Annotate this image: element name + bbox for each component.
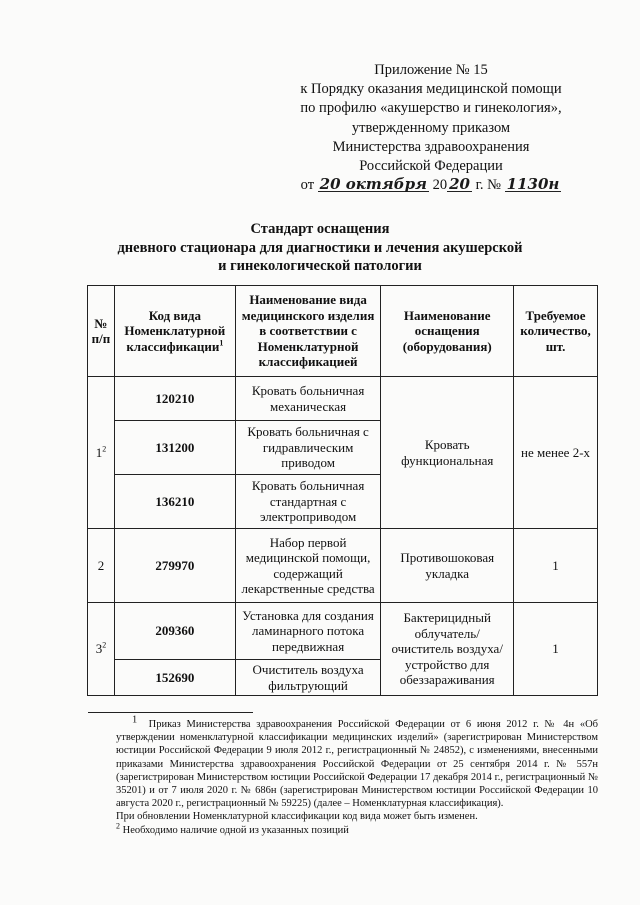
handwritten-date: 20 октября <box>319 175 427 194</box>
row-device: Кровать больничная механическая <box>235 377 381 421</box>
row-device: Набор первой медицинской помощи, содержащий лекарственные средства <box>235 529 381 603</box>
appendix-line-6: Российской Федерации <box>359 158 503 175</box>
footnote-divider <box>88 712 253 713</box>
header-qty: Требуемое количество, шт. <box>514 286 598 377</box>
row-equipment: Кровать функциональная <box>381 377 514 529</box>
appendix-line-3: по профилю «акушерство и гинекология», <box>300 100 562 117</box>
title-line-3: и гинекологической патологии <box>218 258 422 274</box>
row-device: Кровать больничная с гидравлическим приводом <box>235 421 381 475</box>
row-code: 120210 <box>114 377 235 421</box>
handwritten-year: 20 <box>449 175 470 194</box>
row-device: Кровать больничная стандартная с электроприводом <box>235 475 381 529</box>
handwritten-order-number: 1130н <box>506 175 560 194</box>
row-code: 209360 <box>114 603 235 660</box>
row-code: 136210 <box>114 475 235 529</box>
table-header-row <box>88 286 598 377</box>
row-num: 2 <box>88 529 115 603</box>
row-device: Очиститель воздуха фильтрующий <box>235 660 381 696</box>
appendix-line-5: Министерства здравоохранения <box>332 138 530 155</box>
header-device: Наименование вида медицинского изделия в соответствии с Номенклатурной классификацией <box>235 286 381 377</box>
title-line-1: Стандарт оснащения <box>250 221 390 237</box>
table-row <box>88 529 598 603</box>
appendix-header <box>280 61 582 195</box>
title-line-2: дневного стационара для диагностики и лечения акушерской <box>117 239 523 256</box>
row-code: 152690 <box>114 660 235 696</box>
date-prefix: от <box>300 177 315 194</box>
appendix-title: Приложение № 15 <box>374 62 488 78</box>
row-num: $3^2$ <box>88 603 115 696</box>
appendix-line-4: утвержденному приказом <box>351 119 511 136</box>
equipment-table <box>87 285 598 696</box>
row-code: 131200 <box>114 421 235 475</box>
row-device: Установка для создания ламинарного потока передвижная <box>235 603 381 660</box>
row-qty: не менее 2-х <box>514 377 598 529</box>
footnotes <box>116 714 599 837</box>
document-title <box>70 220 570 276</box>
table-row <box>88 377 598 421</box>
header-code: Код вида Номенклатурной классификации$^1$ <box>114 286 235 377</box>
row-qty: 1 <box>514 529 598 603</box>
row-qty: 1 <box>514 603 598 696</box>
appendix-line-2: к Порядку оказания медицинской помощи <box>300 81 562 98</box>
row-equipment: Бактерицидный облучатель/ очиститель воздуха/ устройство для обеззараживания <box>381 603 514 696</box>
row-equipment: Противошоковая укладка <box>381 529 514 603</box>
table-row <box>88 603 598 660</box>
date-century: 20 <box>432 177 448 194</box>
order-date-line <box>280 176 582 195</box>
row-code: 279970 <box>114 529 235 603</box>
footnote-1: $^1$ Приказ Министерства здравоохранения Российской Федерации от 6 июня 2012 г. № 4н «Об утверждении номенклатурной классификации медицинских изделий» (зарегистрирован Министерством юстиции Российской Федерации 9 июля 2012 г., регистрационный № 24852), с изменениями, внесенными приказами Министерства здравоохранения Российской Федерации от 25 сентября 2014 г. № 557н (зарегистрирован Министерством юстиции Российской Федерации 17 декабря 2014 г., регистрационный № 35201) и от 7 июля 2020 г. № 686н (зарегистрирован Министерством юстиции Российской Федерации 10 августа 2020 г., регистрационный № 59225) (далее – Номенклатурная классификация). <box>116 714 599 810</box>
footnote-1-extra: При обновлении Номенклатурной классификации код вида может быть изменен. <box>116 811 478 823</box>
header-num: № п/п <box>88 286 115 377</box>
row-num: $1^2$ <box>88 377 115 529</box>
header-equipment: Наименование оснащения (оборудования) <box>381 286 514 377</box>
footnote-2: $^2$ Необходимо наличие одной из указанных позиций <box>116 821 349 836</box>
date-suffix: г. № <box>475 177 502 194</box>
